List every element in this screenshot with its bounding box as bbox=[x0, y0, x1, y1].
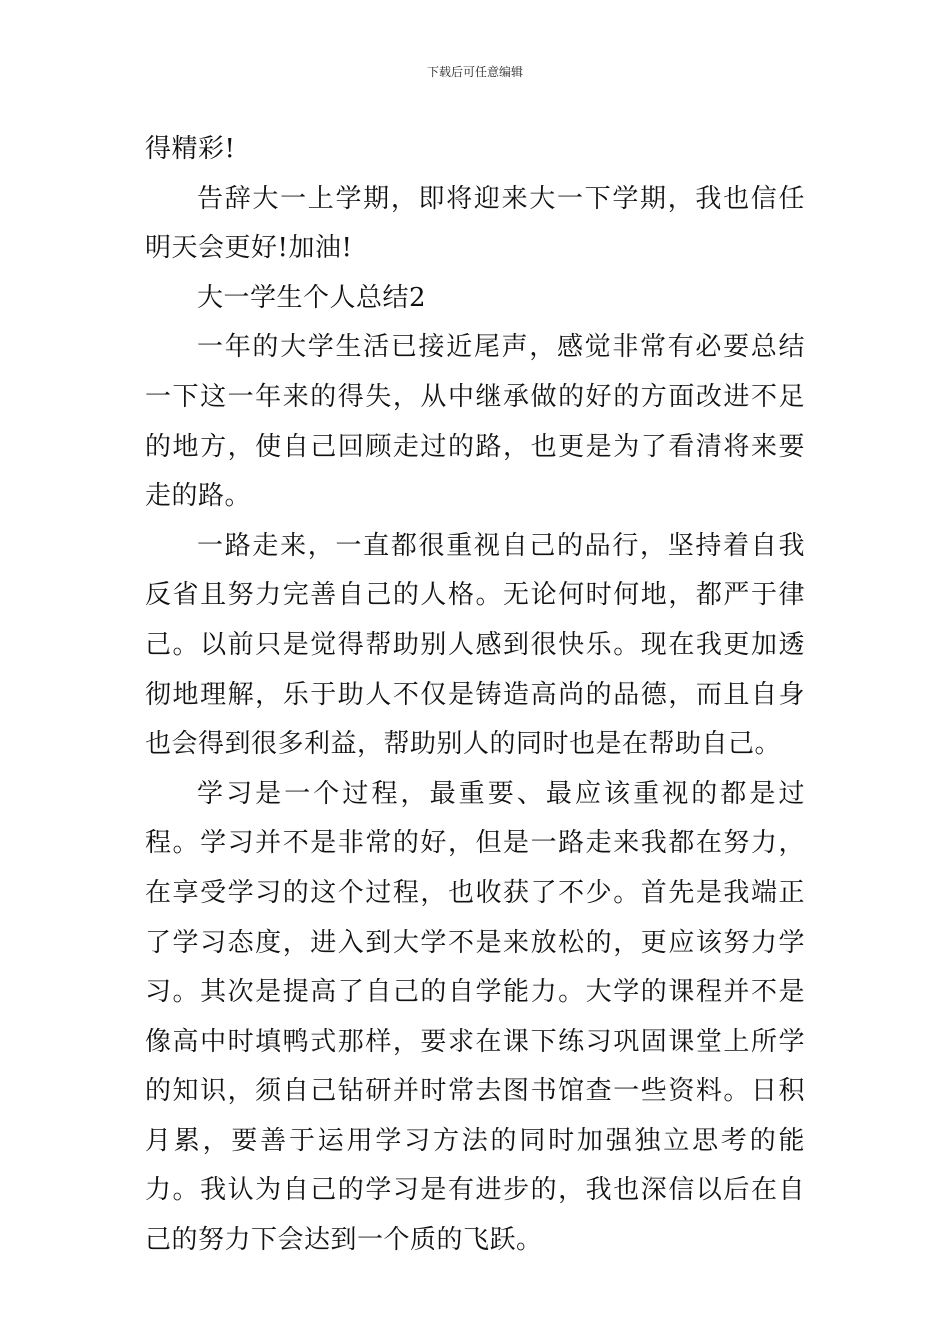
section-heading: 大一学生个人总结2 bbox=[197, 282, 427, 313]
page-header: 下载后可任意编辑 bbox=[426, 65, 523, 79]
paragraph-intro: 一年的大学生活已接近尾声，感觉非常有必要总结一下这一年来的得失，从中继承做的好的方面改进不足的地方，使自己回顾走过的路，也更是为了看清将来要走的路。 bbox=[145, 332, 805, 512]
paragraph-continuation: 得精彩! bbox=[145, 134, 236, 164]
paragraph-farewell: 告辞大一上学期，即将迎来大一下学期，我也信任明天会更好!加油! bbox=[145, 183, 805, 264]
paragraph-character: 一路走来，一直都很重视自己的品行，坚持着自我反省且努力完善自己的人格。无论何时何地，都严于律己。以前只是觉得帮助别人感到很快乐。现在我更加透彻地理解，乐于助人不仅是铸造高尚的品德，而且自身也会得到很多利益，帮助别人的同时也是在帮助自己。 bbox=[145, 530, 805, 760]
paragraph-study: 学习是一个过程，最重要、最应该重视的都是过程。学习并不是非常的好，但是一路走来我都在努力，在享受学习的这个过程，也收获了不少。首先是我端正了学习态度，进入到大学不是来放松的，更应该努力学习。其次是提高了自己的自学能力。大学的课程并不是像高中时填鸭式那样，要求在课下练习巩固课堂上所学的知识，须自己钻研并时常去图书馆查一些资料。日积月累，要善于运用学习方法的同时加强独立思考的能力。我认为自己的学习是有进步的，我也深信以后在自己的努力下会达到一个质的飞跃。 bbox=[145, 778, 805, 1256]
document-body bbox=[145, 125, 805, 1266]
